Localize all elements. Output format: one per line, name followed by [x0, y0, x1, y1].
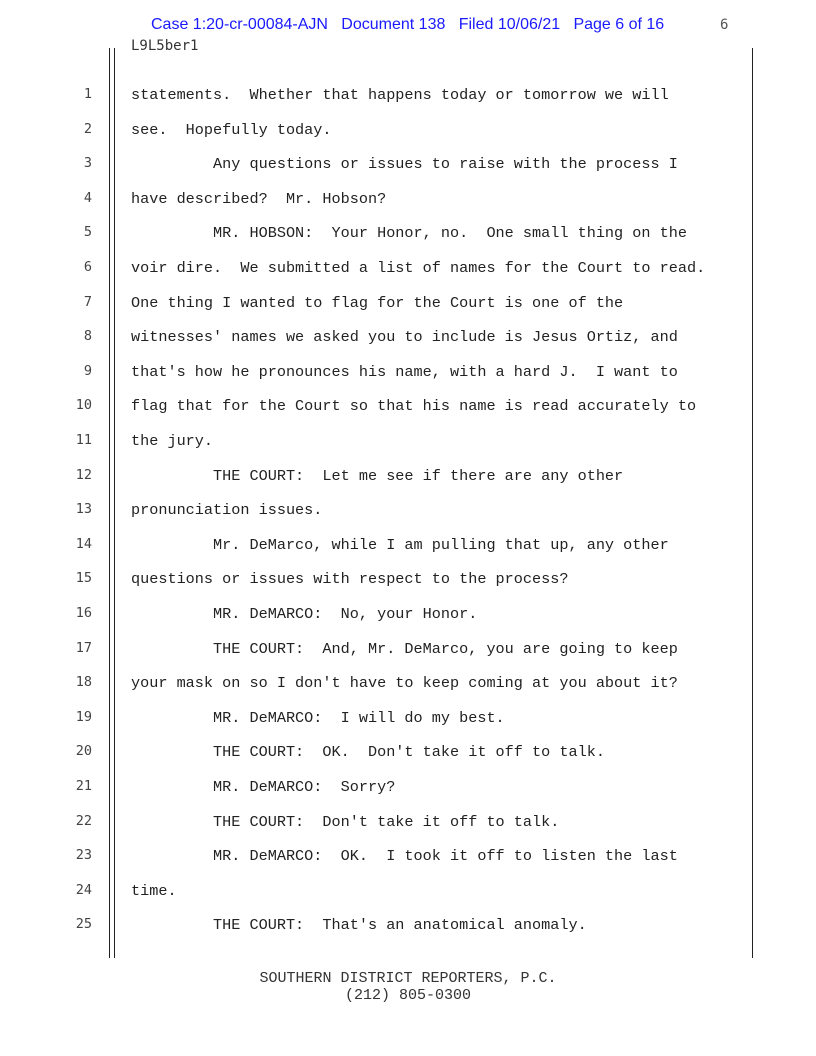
- line-text: One thing I wanted to flag for the Court is one of the: [131, 293, 624, 312]
- line-text: THE COURT: That's an anatomical anomaly.: [131, 916, 587, 935]
- transcript-line: [0, 493, 816, 527]
- line-text: pronunciation issues.: [131, 501, 323, 520]
- transcript-line: [0, 113, 816, 147]
- line-number: 8: [83, 328, 92, 345]
- transcript-line: [0, 632, 816, 666]
- line-text: see. Hopefully today.: [131, 120, 332, 139]
- line-text: THE COURT: Let me see if there are any other: [131, 466, 624, 485]
- line-number: 21: [75, 778, 92, 794]
- line-number: 19: [75, 708, 92, 725]
- transcript-line: [0, 805, 816, 839]
- transcript-line: [0, 286, 816, 320]
- line-text: witnesses' names we asked you to include is Jesus Ortiz, and: [131, 328, 678, 347]
- transcript-line: [0, 735, 816, 769]
- line-text: THE COURT: OK. Don't take it off to talk.: [131, 743, 605, 762]
- transcript-line: [0, 666, 816, 700]
- transcript-line: [0, 459, 816, 493]
- line-number: 22: [75, 812, 92, 829]
- transcript-line: [0, 147, 816, 181]
- line-text: flag that for the Court so that his name is read accurately to: [131, 397, 697, 416]
- transcript-caption: L9L5ber1: [131, 38, 199, 54]
- line-text: that's how he pronounces his name, with a hard J. I want to: [131, 362, 678, 381]
- line-number: 13: [75, 501, 92, 518]
- line-number: 23: [75, 847, 92, 864]
- case-stamp: Case 1:20-cr-00084-AJN Document 138 Filed 10/06/21 Page 6 of 16: [151, 16, 665, 33]
- line-number: 15: [75, 570, 92, 587]
- line-number: 7: [83, 293, 92, 310]
- transcript-line: [0, 701, 816, 735]
- line-number: 2: [83, 120, 92, 137]
- line-text: THE COURT: And, Mr. DeMarco, you are going to keep: [131, 639, 678, 658]
- line-number: 25: [75, 916, 92, 933]
- line-text: your mask on so I don't have to keep coming at you about it?: [131, 674, 678, 693]
- line-text: time.: [131, 881, 177, 900]
- line-text: Mr. DeMarco, while I am pulling that up, any other: [131, 535, 669, 554]
- line-number: 10: [75, 397, 92, 414]
- transcript-line: [0, 355, 816, 389]
- line-text: have described? Mr. Hobson?: [131, 189, 387, 208]
- line-text: MR. DeMARCO: No, your Honor.: [131, 605, 478, 623]
- footer-reporter: SOUTHERN DISTRICT REPORTERS, P.C.: [259, 970, 557, 987]
- document-header: [0, 14, 816, 36]
- transcript-line: [0, 78, 816, 112]
- line-number: 12: [75, 466, 92, 483]
- footer-phone: (212) 805-0300: [344, 987, 472, 1004]
- line-text: statements. Whether that happens today or tomorrow we will: [131, 86, 669, 104]
- line-number: 9: [83, 362, 92, 379]
- page-number: 6: [720, 17, 729, 33]
- line-number: 24: [75, 881, 92, 898]
- transcript-line: [0, 908, 816, 942]
- line-number: 3: [83, 155, 92, 172]
- line-number: 5: [83, 224, 92, 241]
- line-number: 17: [75, 639, 92, 656]
- line-text: questions or issues with respect to the process?: [131, 570, 569, 589]
- transcript-line: [0, 528, 816, 562]
- line-text: the jury.: [131, 432, 214, 450]
- line-text: MR. DeMARCO: I will do my best.: [131, 708, 505, 727]
- transcript-line: [0, 424, 816, 458]
- line-text: MR. HOBSON: Your Honor, no. One small thing on the: [131, 224, 687, 243]
- line-text: Any questions or issues to raise with the process I: [131, 155, 678, 174]
- line-number: 6: [83, 259, 92, 275]
- transcript-line: [0, 874, 816, 908]
- transcript-line: [0, 216, 816, 250]
- transcript-line: [0, 770, 816, 804]
- line-text: THE COURT: Don't take it off to talk.: [131, 812, 560, 831]
- transcript-line: [0, 251, 816, 285]
- transcript-line: [0, 562, 816, 596]
- transcript-line: [0, 182, 816, 216]
- line-number: 1: [83, 86, 92, 102]
- line-number: 11: [75, 432, 92, 448]
- line-number: 20: [75, 743, 92, 760]
- transcript-line: [0, 320, 816, 354]
- line-number: 14: [75, 535, 92, 552]
- transcript-line: [0, 839, 816, 873]
- line-number: 18: [75, 674, 92, 691]
- line-text: MR. DeMARCO: Sorry?: [131, 778, 396, 796]
- line-number: 16: [75, 605, 92, 621]
- line-text: voir dire. We submitted a list of names for the Court to read.: [131, 259, 706, 277]
- line-text: MR. DeMARCO: OK. I took it off to listen the last: [131, 847, 678, 866]
- line-number: 4: [83, 189, 92, 206]
- transcript-line: [0, 597, 816, 631]
- transcript-line: [0, 389, 816, 423]
